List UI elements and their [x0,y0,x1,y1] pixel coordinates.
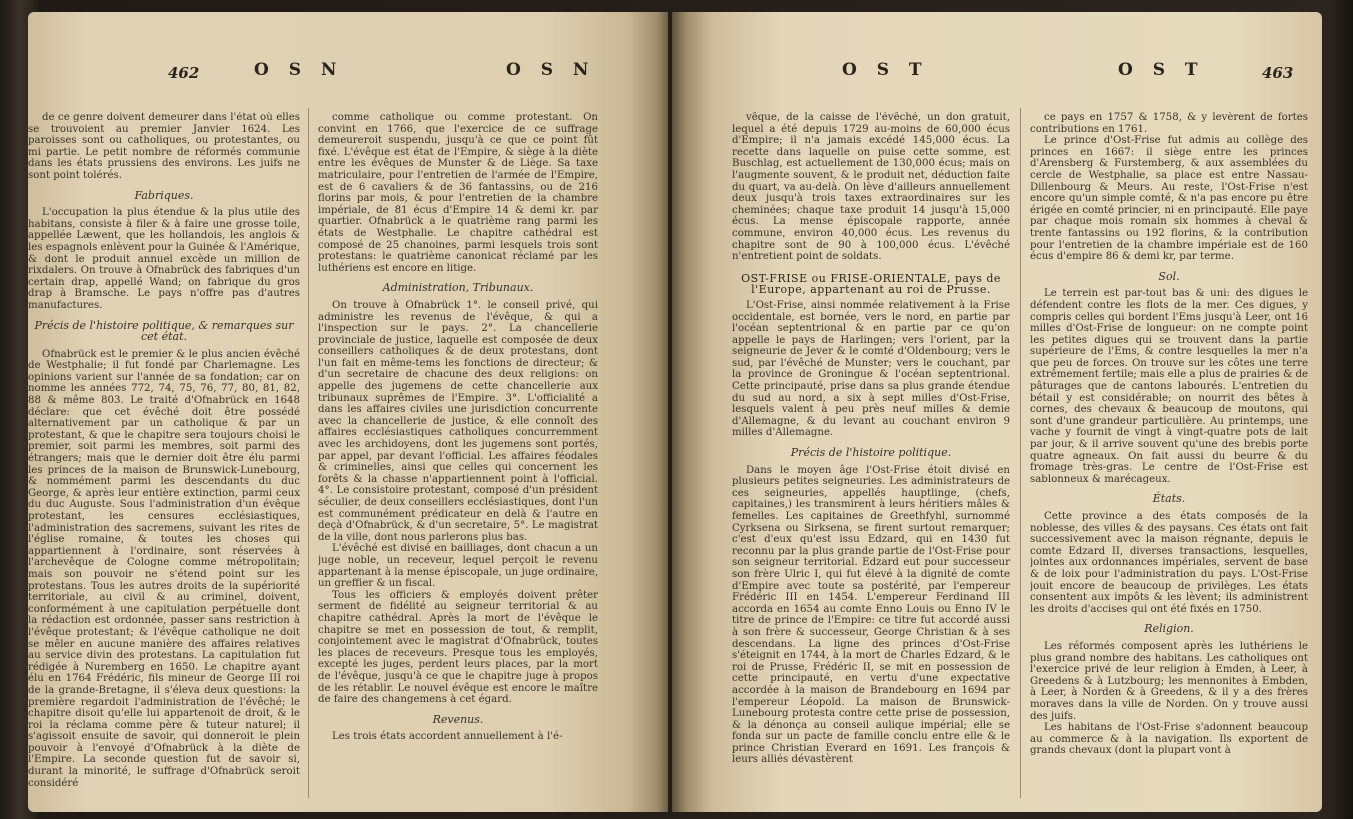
right-column-1 [732,112,1010,802]
left-running-head-b: O S N [506,60,596,80]
paragraph: Les réformés composent après les luthériens le plus grand nombre des habitans. Les catholiques ont l'exercice privé de leur religion à Emden, à Leer, à Greedens & à Lutzbourg; les mennonites à Embden, à Leer, à Norden & à Greedens, & il y a des frères moraves dans la ville de Norden. On y trouve aussi des juifs. [1030,640,1308,722]
left-column-1 [28,112,300,802]
right-page [672,12,1322,812]
paragraph: L'occupation la plus étendue & la plus utile des habitans, consiste à filer & à faire une grosse toile, appellée Læwent, que les hollandois, les anglois & les espagnols enlèvent pour la Guinée & l'Amérique, & dont le produit annuel excède un million de rixdalers. On trouve à Ofnabrück des fabriques d'un certain drap, appellé Wand; on fabrique du gros drap à Bramsche. Le pays n'offre pas d'autres manufactures. [28,207,300,311]
section-heading: Précis de l'histoire politique, & remarques sur cet état. [34,318,294,344]
column-divider [308,108,309,798]
paragraph: On trouve à Ofnabrück 1°. le conseil privé, qui administre les revenus de l'évêque, & qui a l'inspection sur le pays. 2°. La chancellerie provinciale de justice, laquelle est composée de deux conseillers catholiques & de deux protestans, dont l'un fait en même-tems les fonctions de directeur; & d'un secretaire de chacune des deux religions: on appelle des jugemens de cette chancellerie aux tribunaux suprêmes de l'Empire. 3°. L'officialité a dans les affaires civiles une jurisdiction concurrente avec la chancellerie de justice, & elle connoît des affaires ecclésiastiques catholiques concurremment avec les archidoyens, dont les jugemens sont portés, par appel, par devant l'official. Les affaires féodales & criminelles, ainsi que celles qui concernent les forêts & la chasse n'appartiennent point à l'official. 4°. Le consistoire protestant, composé d'un président séculier, de deux conseillers ecclésiastiques, dont l'un est communément prédicateur en delà & l'autre en deçà d'Ofnabrück, & d'un secretaire, 5°. Le magistrat de la ville, dont nous parlerons plus bas. [318,299,598,543]
left-page [28,12,668,812]
paragraph: ce pays en 1757 & 1758, & y levèrent de fortes contributions en 1761. [1030,112,1308,135]
paragraph: Ofnabrück est le premier & le plus ancien évêché de Westphalie; il fut fondé par Charlemagne. Les opinions varient sur l'année de sa fondation; car on nomme les années 772, 74, 75, 76, 77, 80, 81, 82, 88 & même 803. Le traité d'Ofnabrück en 1648 déclare: que cet évêché doit être possédé alternativement par un catholique & par un protestant, & que le chapitre sera toujours choisi le premier, soit parmi les membres, soit parmi des étrangers; mais que le dernier doit être élu parmi les princes de la maison de Brunswick-Lunebourg, & nommément parmi les descendants du duc George, & après leur entière extinction, parmi ceux du duc Auguste. Sous l'administration d'un évêque protestant, les censures ecclésiastiques, l'administration des sacremens, suivant les rites de l'église romaine, & toutes les choses qui appartiennent à l'ordinaire, sont réservées à l'archevêque de Cologne comme métropolitain; mais son pouvoir ne s'étend point sur les protestans. Tous les autres droits de la supériorité territoriale, au civil & au criminel, doivent, conformément à une capitulation perpétuelle dont la rédaction est ordonnée, passer sans restriction à l'évêque protestant; & l'évêque catholique ne doit se mêler en aucune manière des affaires relatives au service divin des protestans. La capitulation fut rédigée à Nuremberg en 1650. Le chapitre ayant élu en 1764 Frédéric, fils mineur de George III roi de la grande-Bretagne, il s'éleva deux questions: la première regardoit l'administration de l'évêché; le chapitre disoit qu'elle lui appartenoit de droit, & le roi la réclama comme père & tuteur naturel; il s'agissoit ensuite de savoir, qui donneroit le plein pouvoir à l'envoyé d'Ofnabrück à la diète de l'Empire. La seconde question fut de savoir si, durant la minorité, le suffrage d'Ofnabrück seroit considéré [28,348,300,789]
left-running-head-a: O S N [254,60,344,80]
paragraph: Dans le moyen âge l'Ost-Frise étoit divisé en plusieurs petites seigneuries. Les administrateurs de ces seigneuries, appellés hauptlinge, (chefs, capitaines,) les transmirent à leurs héritiers mâles & femelles. Les capitaines de Greethfyhl, surnommé Cyrksena ou Sirksena, se firent surtout remarquer; c'est d'eux qu'est issu Edzard, qui en 1430 fut reconnu par la plus grande partie de l'Ost-Frise pour son seigneur territorial. Edzard eut pour successeur son frère Ulric I, qui fut élevé à la dignité de comte d'Empire avec toute sa postérité, par l'empereur Frédéric III en 1454. L'empereur Ferdinand III accorda en 1654 au comte Enno Louis ou Enno IV le titre de prince de l'Empire: ce titre fut accordé aussi à son frère & successeur, George Christian & à ses descendans. La ligne des princes d'Ost-Frise s'éteignit en 1744, à la mort de Charles Edzard, & le roi de Prusse, Frédéric II, se mit en possession de cette principauté, en vertu d'une expectative accordée à la maison de Brandebourg en 1694 par l'empereur Léopold. La maison de Brunswick-Lunebourg protesta contre cette prise de possession, & la dénonça au conseil aulique impérial; elle se fonda sur un pacte de famille conclu entre elle & le prince Christian Everard en 1691. Les françois & leurs alliés dévastèrent [732,464,1010,766]
right-column-2 [1030,112,1308,802]
section-heading: Fabriques. [134,188,194,202]
section-heading: Religion. [1144,622,1194,636]
paragraph: Les trois états accordent annuellement à l'é- [332,731,563,743]
section-heading: Précis de l'histoire politique. [790,446,952,460]
right-page-number: 463 [1262,64,1294,82]
column-divider [1020,108,1021,798]
left-column-2 [318,112,598,802]
section-heading: États. [1152,492,1186,506]
paragraph: L'évêché est divisé en bailliages, dont chacun a un juge noble, un receveur, lequel perçoit le revenu appartenant à la mense épiscopale, un juge ordinaire, un greffier & un fiscal. [318,543,598,590]
article-title: OST-FRISE ou FRISE-ORIENTALE, pays de l'Europe, appartenant au roi de Prusse. [741,271,1001,297]
paragraph: Le terrein est par-tout bas & uni: des digues le défendent contre les flots de la mer. Ces digues, y compris celles qui bordent l'Ems jusqu'à Leer, ont 16 milles d'Ost-Frise de longueur: on ne compte point les petites digues qui se trouvent dans la partie supérieure de l'Ems, & contre lesquelles la mer n'a que peu de forces. On trouve sur les côtes une terre extrêmement fertile; mais elle a plus de prairies & de pâturages que de cantons labourés. L'entretien du bétail y est considérable; on nourrit des bêtes à cornes, des chevaux & beaucoup de moutons, qui sont d'une grandeur particulière. Au printemps, une vache y fournit de vingt à vingt-quatre pots de lait par jour, & il arrive souvent qu'une des brebis porte quatre agneaux. On fait aussi du beurre & du fromage très-gras. Le centre de l'Ost-Frise est sablonneux & marécageux. [1030,288,1308,485]
paragraph: vêque, de la caisse de l'évêché, un don gratuit, lequel a été depuis 1729 au-moins de 60,000 écus d'Empire; il n'a jamais excédé 145,000 écus. La recette dans laquelle on puise cette somme, est Buschlag, est actuellement de 130,000 écus; mais on l'augmente souvent, & le produit net, déduction faite du quart, va au-delà. On lève d'ailleurs annuellement deux jusqu'à trois taxes extraordinaires sur les cheminées; chaque taxe produit 14 jusqu'à 15,000 écus. La mense épiscopale rapporte, année commune, environ 40,000 écus. Les revenus du chapitre sont de 90 à 100,000 écus. L'évêché n'entretient point de soldats. [732,112,1010,263]
right-running-head-a: O S T [842,60,929,80]
paragraph: comme catholique ou comme protestant. On convint en 1766, que l'exercice de ce suffrage demeureroit suspendu, jusqu'à ce que ce point fût fixé. L'évêque est état de l'Empire, & siège à la diète entre les évêques de Munster & de Liège. Sa taxe matriculaire, pour l'entretien de l'armée de l'Empire, est de 6 cavaliers & de 36 fantassins, ou de 216 florins par mois, & pour l'entretien de la chambre impériale, de 81 écus d'Empire 14 & demi kr. par quartier. Ofnabrück a le quatrième rang parmi les états de Westphalie. Le chapitre cathédral est composé de 25 chanoines, parmi lesquels trois sont protestans: le quatrième canonicat réclamé par les luthériens est encore en litige. [318,112,598,274]
right-running-head-b: O S T [1118,60,1205,80]
paragraph: L'Ost-Frise, ainsi nommée relativement à la Frise occidentale, est bornée, vers le nord, en partie par l'océan septentrional & en partie par ce qu'on appelle le pays de Harlingen; vers l'orient, par la seigneurie de Jever & le comté d'Oldenbourg; vers le sud, par l'évêché de Munster; vers le couchant, par la province de Groningue & l'océan septentrional. Cette principauté, prise dans sa plus grande étendue du sud au nord, a six à sept milles d'Ost-Frise, lesquels valent à peu près neuf milles & demie d'Allemagne, & du levant au couchant environ 9 milles d'Allemagne. [732,299,1010,439]
paragraph: Les habitans de l'Ost-Frise s'adonnent beaucoup au commerce & à la navigation. Ils exportent de grands chevaux (dont la plupart vont à [1030,722,1308,757]
section-heading: Sol. [1158,269,1180,283]
left-page-number: 462 [168,64,200,82]
paragraph: de ce genre doivent demeurer dans l'état où elles se trouvoient au premier Janvier 1624. Les paroisses sont ou catholiques, ou protestantes, ou mi partie. Le petit nombre de réformés communie dans les états prussiens des environs. Les juifs ne sont point tolérés. [28,112,300,181]
paragraph: Le prince d'Ost-Frise fut admis au collège des princes en 1667: il siège entre les princes d'Arensberg & Furstemberg, & aux assemblées du cercle de Westphalie, sa place est entre Nassau-Dillenbourg & Meurs. Au reste, l'Ost-Frise n'est encore qu'un simple comté, & n'a pas encore pu être érigée en comté princier, ni en principauté. Elle paye par chaque mois romain six hommes à cheval & trente fantassins ou 192 florins, & la contribution pour l'entretien de la chambre impériale est de 160 écus d'empire 86 & demi kr, par terme. [1030,135,1308,263]
paragraph: Tous les officiers & employés doivent prêter serment de fidélité au seigneur territorial & au chapitre cathédral. Après la mort de l'évêque le chapitre se met en possession de tout, & remplit, conjointement avec le magistrat d'Ofnabrück, toutes les places de receveurs. Presque tous les employés, excepté les juges, perdent leurs places, par la mort de l'évêque, jusqu'à ce que le chapitre juge à propos de les rétablir. Le nouvel évêque est encore le maître de faire des changemens à cet égard. [318,589,598,706]
paragraph: Cette province a des états composés de la noblesse, des villes & des paysans. Ces états ont fait successivement avec la maison régnante, depuis le comte Edzard II, diverses transactions, lesquelles, jointes aux ordonnances impériales, servent de base & de loix pour l'administration du pays. L'Ost-Frise jouit encore de beaucoup de privilèges. Les états consentent aux impôts & les lèvent; ils administrent les droits d'accises qui ont été fixés en 1750. [1030,511,1308,615]
section-heading: Revenus. [432,712,484,726]
section-heading: Administration, Tribunaux. [382,281,534,295]
